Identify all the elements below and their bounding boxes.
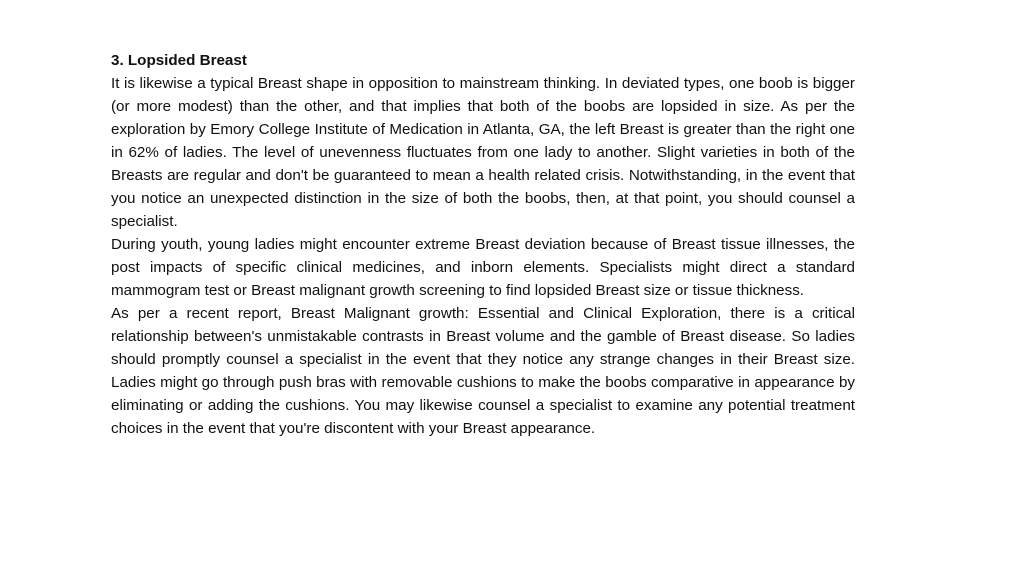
section-heading: 3. Lopsided Breast <box>111 52 247 69</box>
paragraph-2: During youth, young ladies might encounter extreme Breast deviation because of Breast tissue illnesses, the post impacts of specific clinical medicines, and inborn elements. Specialists might direct a standard mammogram test or Breast malignant growth screening to find lopsided Breast size or tissue thickness. <box>111 236 855 299</box>
paragraph-3: As per a recent report, Breast Malignant growth: Essential and Clinical Exploration, there is a critical relationship between's unmistakable contrasts in Breast volume and the gamble of Breast disease. So ladies should promptly counsel a specialist in the event that they notice any strange changes in their Breast size. Ladies might go through push bras with removable cushions to make the boobs comparative in appearance by eliminating or adding the cushions. You may likewise counsel a specialist to examine any potential treatment choices in the event that you're discontent with your Breast appearance. <box>111 305 855 437</box>
paragraph-1: It is likewise a typical Breast shape in opposition to mainstream thinking. In deviated types, one boob is bigger (or more modest) than the other, and that implies that both of the boobs are lopsided in size. As per the exploration by Emory College Institute of Medication in Atlanta, GA, the left Breast is greater than the right one in 62% of ladies. The level of unevenness fluctuates from one lady to another. Slight varieties in both of the Breasts are regular and don't be guaranteed to mean a health related crisis. Notwithstanding, in the event that you notice an unexpected distinction in the size of both the boobs, then, at that point, you should counsel a specialist. <box>111 75 855 230</box>
slide-body <box>111 49 855 440</box>
